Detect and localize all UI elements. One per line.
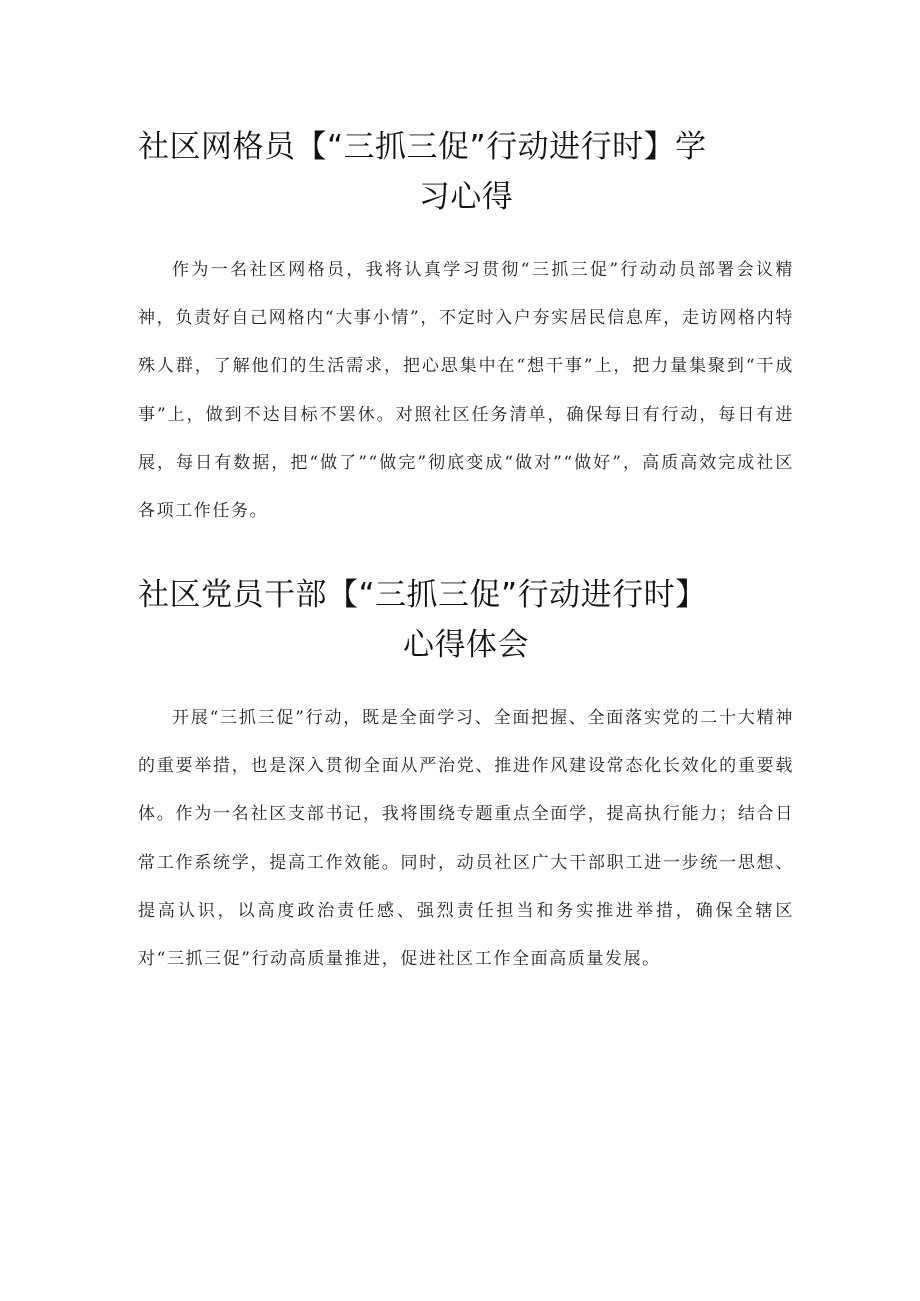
section-2-paragraph: 开展“三抓三促”行动，既是全面学习、全面把握、全面落实党的二十大精神的重要举措，也是深入贯彻全面从严治党、推进作风建设常态化长效化的重要载体。作为一名社区支部书记，我将围绕专题重点全面学，提高执行能力；结合日常工作系统学，提高工作效能。同时，动员社区广大干部职工进一步统一思想、提高认识，以高度政治责任感、强烈责任担当和务实推进举措，确保全辖区对“三抓三促”行动高质量推进，促进社区工作全面高质量发展。 [138,708,794,970]
section-2-title-line-1: 社区党员干部【“三抓三促”行动进行时】 [138,577,707,613]
section-2-title-line-2: 心得体会 [403,627,529,663]
section-1-title-line-2: 习心得 [418,179,514,215]
section-1-title [138,122,794,222]
section-1-title-line-1: 社区网格员【“三抓三促”行动进行时】学 [138,129,707,165]
section-2-title [138,570,794,670]
section-1-paragraph: 作为一名社区网格员，我将认真学习贯彻“三抓三促”行动动员部署会议精神，负责好自己网格内“大事小情”，不定时入户夯实居民信息库，走访网格内特殊人群，了解他们的生活需求，把心思集中在“想干事”上，把力量集聚到“干成事”上，做到不达目标不罢休。对照社区任务清单，确保每日有行动，每日有进展，每日有数据，把“做了”“做完”彻底变成“做对”“做好”，高质高效完成社区各项工作任务。 [138,260,794,522]
